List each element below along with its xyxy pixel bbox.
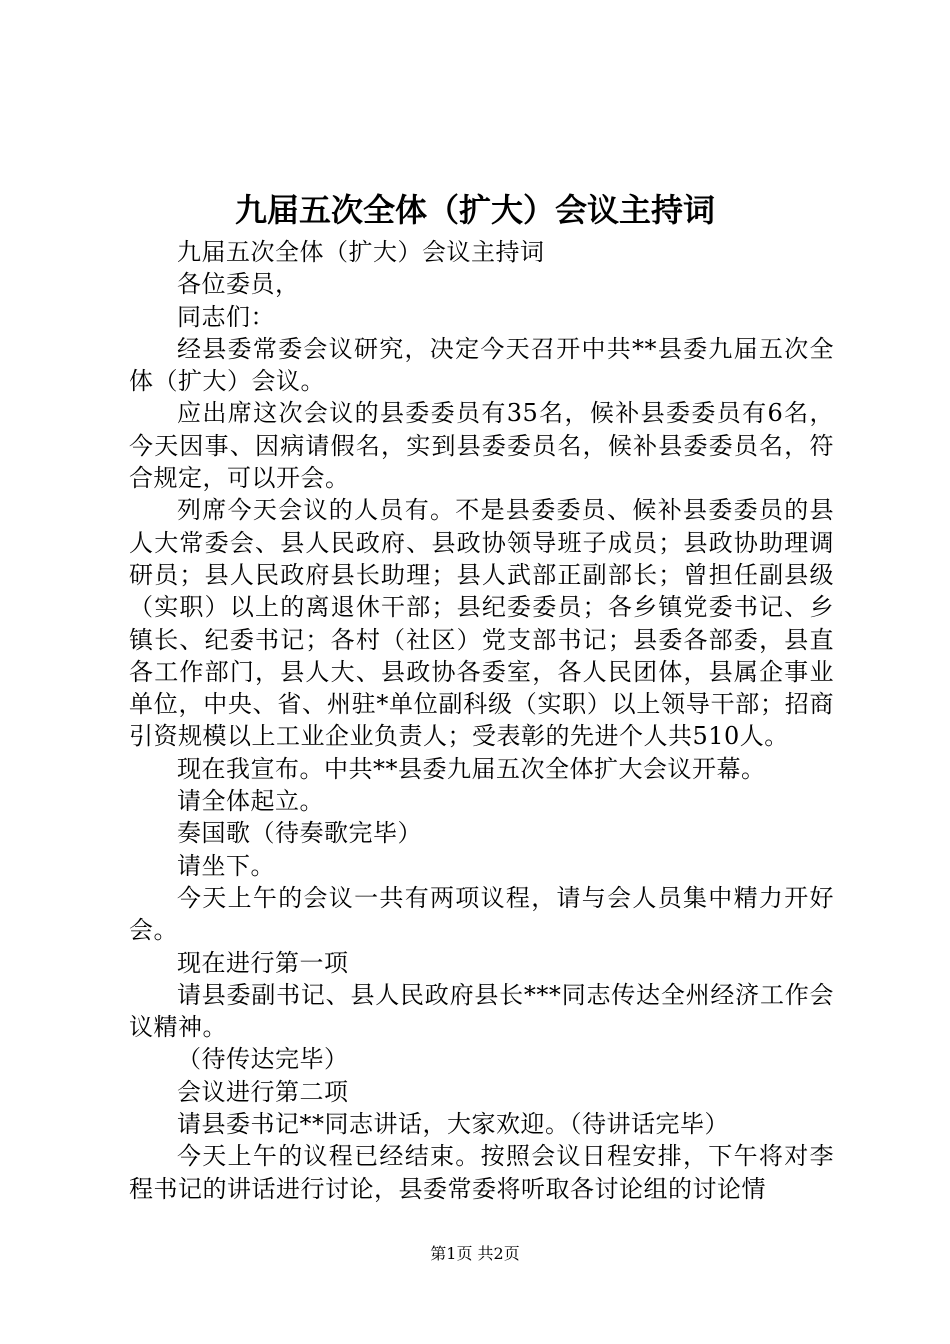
paragraph: 同志们： [177, 302, 275, 331]
paragraph: 应出席这次会议的县委委员有35名，候补县委委员有6名，今天因事、因病请假名，实到县委委员名，候补县委委员名，符合规定，可以开会。 [129, 399, 834, 493]
page-number-footer: 第1页 共2页 [430, 1244, 520, 1263]
paragraph: 列席今天会议的人员有。不是县委委员、候补县委委员的县人大常委会、县人民政府、县政协领导班子成员；县政协助理调研员；县人民政府县长助理；县人武部正副部长；曾担任副县级（实职）以上的离退休干部；县纪委委员；各乡镇党委书记、乡镇长、纪委书记；各村（社区）党支部书记；县委各部委，县直各工作部门，县人大、县政协各委室，各人民团体，县属企事业单位，中央、省、州驻*单位副科级（实职）以上领导干部；招商引资规模以上工业企业负责人；受表彰的先进个人共510人。 [129, 496, 834, 751]
paragraph: 现在我宣布。中共**县委九届五次全体扩大会议开幕。 [177, 754, 766, 783]
paragraph: 请全体起立。 [177, 787, 324, 816]
document-body [129, 236, 834, 1205]
paragraph: 今天上午的议程已经结束。按照会议日程安排，下午将对李程书记的讲话进行讨论，县委常委将听取各讨论组的讨论情 [129, 1142, 834, 1203]
paragraph: 请县委副书记、县人民政府县长***同志传达全州经济工作会议精神。 [129, 980, 834, 1042]
document-title: 九届五次全体（扩大）会议主持词 [234, 191, 715, 229]
paragraph: （待传达完毕） [177, 1045, 349, 1074]
paragraph: 请县委书记**同志讲话，大家欢迎。（待讲话完毕） [177, 1110, 729, 1139]
paragraph: 各位委员， [177, 270, 300, 299]
paragraph: 经县委常委会议研究，决定今天召开中共**县委九届五次全体（扩大）会议。 [129, 334, 834, 396]
paragraph: 现在进行第一项 [177, 948, 349, 977]
paragraph: 九届五次全体（扩大）会议主持词 [177, 238, 545, 266]
paragraph: 请坐下。 [177, 851, 275, 880]
paragraph: 奏国歌（待奏歌完毕） [177, 819, 422, 848]
paragraph: 今天上午的会议一共有两项议程，请与会人员集中精力开好会。 [129, 883, 834, 945]
paragraph: 会议进行第二项 [177, 1077, 349, 1106]
